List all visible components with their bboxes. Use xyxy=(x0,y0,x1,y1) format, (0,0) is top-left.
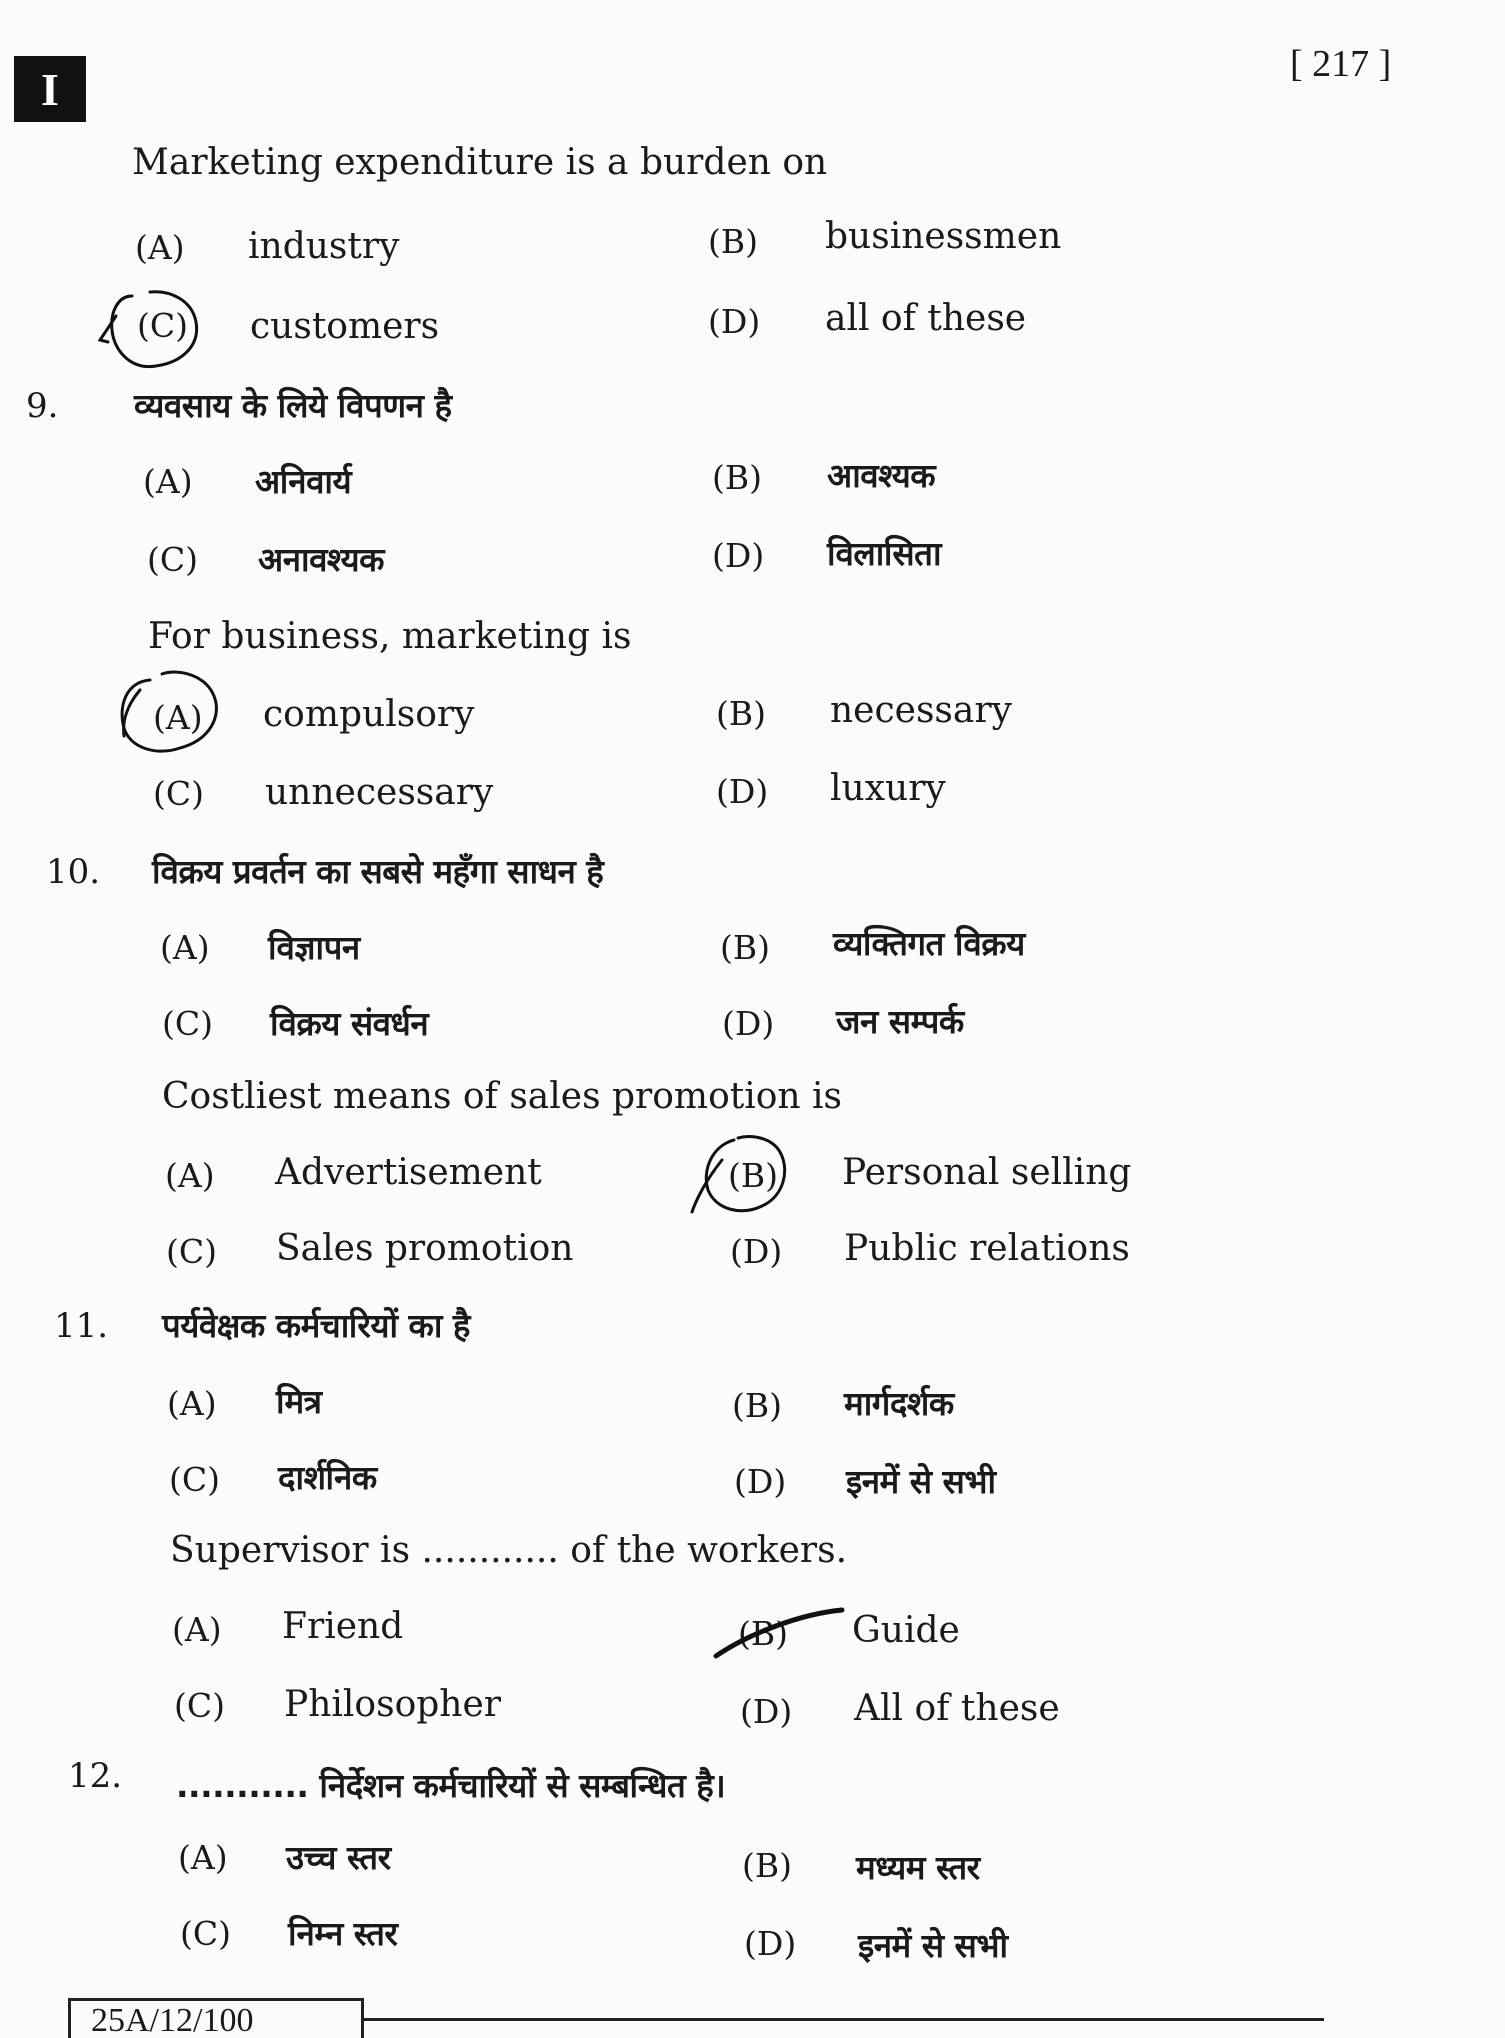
q10-option-b: Personal selling xyxy=(842,1152,1132,1193)
q11-option-c-label: (C) xyxy=(174,1686,225,1725)
question-10-english: Costliest means of sales promotion is xyxy=(162,1076,843,1117)
q10-option-b-label: (B) xyxy=(728,1156,778,1195)
q12-option-d-label: (D) xyxy=(744,1924,797,1963)
question-11-english: Supervisor is ............ of the workers. xyxy=(170,1530,848,1571)
page-number: [ 217 ] xyxy=(1290,43,1392,85)
q12-option-d: इनमें से सभी xyxy=(858,1926,1008,1965)
q9-option-b-label: (B) xyxy=(716,694,766,733)
question-12-hindi: ........... निर्देशन कर्मचारियों से सम्बन्धित है। xyxy=(176,1766,726,1805)
q12-option-c: निम्न स्तर xyxy=(288,1914,398,1953)
q11-hindi-option-b-label: (B) xyxy=(732,1386,782,1425)
q10-hindi-option-d: जन सम्पर्क xyxy=(836,1002,964,1041)
q10-option-a: Advertisement xyxy=(275,1152,542,1193)
q8-answer-tick xyxy=(100,316,116,342)
question-9-english: For business, marketing is xyxy=(148,616,632,657)
q9-option-c-label: (C) xyxy=(153,774,204,813)
q8-option-d: all of these xyxy=(825,298,1027,339)
q10-answer-tick xyxy=(692,1160,722,1212)
q9-hindi-option-d: विलासिता xyxy=(827,534,942,573)
q11-hindi-option-c: दार्शनिक xyxy=(278,1458,377,1497)
q9-option-d: luxury xyxy=(830,768,946,809)
q10-hindi-option-b-label: (B) xyxy=(720,928,770,967)
question-11-number: 11. xyxy=(54,1306,109,1346)
q11-option-d: All of these xyxy=(854,1688,1060,1729)
q11-option-b-label: (B) xyxy=(738,1614,788,1653)
question-8-english: Marketing expenditure is a burden on xyxy=(132,142,828,183)
paper-code: 25A/12/100 xyxy=(68,1998,364,2038)
q10-option-d-label: (D) xyxy=(730,1232,783,1271)
q12-option-a: उच्च स्तर xyxy=(286,1838,391,1877)
q10-hindi-option-a-label: (A) xyxy=(160,928,210,967)
q10-option-a-label: (A) xyxy=(165,1156,215,1195)
q9-hindi-option-c: अनावश्यक xyxy=(258,540,384,579)
q10-hindi-option-c: विक्रय संवर्धन xyxy=(270,1004,429,1043)
q8-option-a-label: (A) xyxy=(135,228,185,267)
q10-option-c: Sales promotion xyxy=(276,1228,574,1269)
question-11-hindi: पर्यवेक्षक कर्मचारियों का है xyxy=(162,1306,470,1345)
q9-option-a-label: (A) xyxy=(153,698,203,737)
q10-hindi-option-a: विज्ञापन xyxy=(268,928,360,967)
footer-rule xyxy=(364,2018,1324,2021)
q10-hindi-option-c-label: (C) xyxy=(162,1004,213,1043)
q12-option-b: मध्यम स्तर xyxy=(856,1848,980,1887)
q9-hindi-option-b-label: (B) xyxy=(712,458,762,497)
q9-option-c: unnecessary xyxy=(265,772,494,813)
q10-option-d: Public relations xyxy=(844,1228,1130,1269)
q8-option-a: industry xyxy=(248,226,400,267)
q11-hindi-option-a: मित्र xyxy=(276,1382,322,1421)
q11-hindi-option-a-label: (A) xyxy=(167,1384,217,1423)
q11-option-d-label: (D) xyxy=(740,1692,793,1731)
q12-option-b-label: (B) xyxy=(742,1846,792,1885)
q9-option-d-label: (D) xyxy=(716,772,769,811)
question-10-number: 10. xyxy=(46,852,101,892)
q11-option-a: Friend xyxy=(282,1606,404,1647)
q8-option-b: businessmen xyxy=(825,216,1062,257)
q9-hindi-option-b: आवश्यक xyxy=(827,456,936,495)
q11-hindi-option-c-label: (C) xyxy=(169,1460,220,1499)
q8-option-c-label: (C) xyxy=(137,306,188,345)
q8-option-b-label: (B) xyxy=(708,222,758,261)
q11-option-a-label: (A) xyxy=(172,1610,222,1649)
q9-option-a: compulsory xyxy=(263,694,475,735)
q9-option-b: necessary xyxy=(830,690,1012,731)
q12-option-a-label: (A) xyxy=(178,1838,228,1877)
q12-option-c-label: (C) xyxy=(180,1914,231,1953)
q10-hindi-option-d-label: (D) xyxy=(722,1004,775,1043)
q9-hindi-option-a-label: (A) xyxy=(143,462,193,501)
q8-option-c: customers xyxy=(250,306,440,347)
q11-hindi-option-d-label: (D) xyxy=(734,1462,787,1501)
q9-hindi-option-a: अनिवार्य xyxy=(255,462,352,501)
q11-hindi-option-d: इनमें से सभी xyxy=(846,1462,996,1501)
question-9-number: 9. xyxy=(26,386,59,426)
q9-hindi-option-d-label: (D) xyxy=(712,536,765,575)
q11-option-c: Philosopher xyxy=(284,1684,502,1725)
q9-hindi-option-c-label: (C) xyxy=(147,540,198,579)
question-9-hindi: व्यवसाय के लिये विपणन है xyxy=(134,386,452,425)
q10-option-c-label: (C) xyxy=(166,1232,217,1271)
q11-hindi-option-b: मार्गदर्शक xyxy=(844,1384,954,1423)
question-12-number: 12. xyxy=(68,1756,123,1796)
question-10-hindi: विक्रय प्रवर्तन का सबसे महँगा साधन है xyxy=(152,852,604,891)
q10-hindi-option-b: व्यक्तिगत विक्रय xyxy=(833,924,1025,963)
q11-option-b: Guide xyxy=(852,1610,960,1651)
section-marker: I xyxy=(14,56,86,122)
q9-answer-tick xyxy=(124,690,140,736)
q8-option-d-label: (D) xyxy=(708,302,761,341)
